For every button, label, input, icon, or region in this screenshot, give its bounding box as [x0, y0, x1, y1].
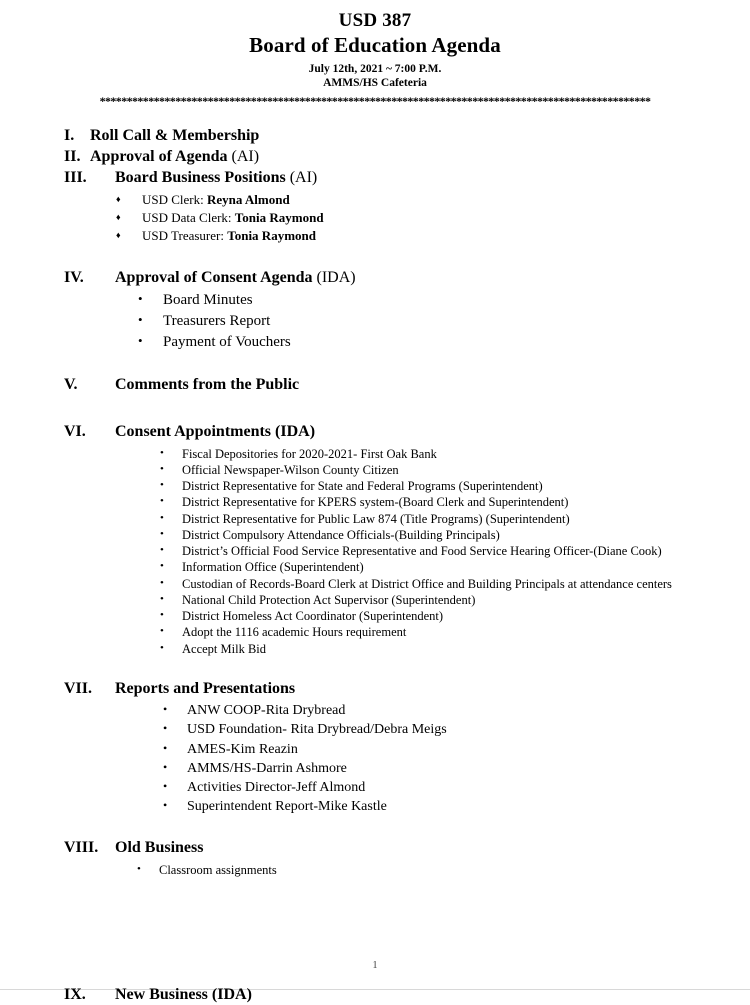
- list-item: [138, 290, 750, 311]
- spacer: [0, 395, 750, 421]
- round-bullet-icon: •: [160, 592, 164, 605]
- list-item-text: ANW COOP-Rita Drybread: [187, 703, 346, 719]
- list-item-text: Board Minutes: [163, 292, 253, 309]
- list-item: [116, 227, 750, 245]
- list-item-text: Official Newspaper-Wilson County Citizen: [182, 462, 399, 477]
- list-item: [163, 701, 750, 720]
- page-number: 1: [372, 960, 378, 971]
- reports-list: [0, 701, 750, 816]
- list-item: [163, 759, 750, 778]
- list-item-text: District Representative for KPERS system-(Board Clerk and Superintendent): [182, 495, 569, 510]
- position-holder: Tonia Raymond: [234, 210, 324, 226]
- list-item-text: [142, 209, 750, 227]
- position-label: USD Treasurer:: [142, 228, 228, 244]
- section-consent-appointments: [0, 421, 750, 442]
- section-title: Old Business: [115, 839, 204, 857]
- section-new-business: [0, 984, 750, 1005]
- list-item-text: Activities Director-Jeff Almond: [187, 779, 366, 795]
- round-bullet-icon: •: [163, 778, 168, 793]
- list-item-text: District Homeless Act Coordinator (Superintendent): [182, 609, 444, 624]
- list-item-text: Treasurers Report: [163, 313, 271, 330]
- section-numeral: VIII.: [64, 839, 99, 857]
- section-board-business-positions: [0, 167, 750, 188]
- section-numeral: IX.: [64, 985, 86, 1003]
- list-item: [116, 209, 750, 227]
- list-item-text: Accept Milk Bid: [182, 641, 267, 656]
- list-item: [163, 797, 750, 816]
- round-bullet-icon: •: [160, 576, 164, 589]
- list-item: [163, 740, 750, 759]
- list-item-text: Custodian of Records-Board Clerk at District Office and Building Principals at attendance centers: [182, 576, 672, 591]
- section-numeral: VII.: [64, 679, 93, 697]
- list-item: [137, 862, 750, 878]
- round-bullet-icon: •: [138, 291, 143, 307]
- list-item: [160, 478, 750, 494]
- section-title: Roll Call & Membership: [90, 126, 260, 144]
- round-bullet-icon: •: [160, 625, 164, 638]
- spacer: [0, 657, 750, 678]
- section-title-wrap: [90, 146, 259, 167]
- spacer: [0, 816, 750, 837]
- list-item: [160, 527, 750, 543]
- diamond-bullet-icon: ♦: [116, 230, 121, 241]
- list-item-text: District Representative for Public Law 874 (Title Programs) (Superintendent): [182, 511, 570, 526]
- list-item: [163, 778, 750, 797]
- round-bullet-icon: •: [163, 721, 168, 736]
- section-numeral: V.: [64, 376, 78, 394]
- section-numeral: IV.: [64, 268, 84, 286]
- round-bullet-icon: •: [163, 798, 168, 813]
- organization-title: USD 387: [338, 10, 412, 31]
- old-business-list: [0, 862, 750, 878]
- section-title: Reports and Presentations: [115, 679, 296, 697]
- section-title: Comments from the Public: [115, 376, 300, 394]
- round-bullet-icon: •: [138, 312, 143, 328]
- section-numeral: II.: [64, 148, 81, 166]
- round-bullet-icon: •: [160, 462, 164, 475]
- list-item-text: Adopt the 1116 academic Hours requirement: [182, 625, 407, 640]
- section-action-code: (IDA): [316, 268, 356, 286]
- list-item-text: [142, 191, 750, 209]
- round-bullet-icon: •: [163, 759, 168, 774]
- list-item: [160, 624, 750, 640]
- document-header: [0, 0, 750, 91]
- list-item: [160, 641, 750, 657]
- list-item: [138, 332, 750, 353]
- diamond-bullet-icon: ♦: [116, 193, 121, 204]
- section-action-code: (AI): [289, 169, 318, 187]
- consent-agenda-list: [0, 290, 750, 353]
- section-approval-of-agenda: [0, 146, 750, 167]
- section-title: New Business (IDA): [115, 985, 252, 1003]
- list-item-text: Superintendent Report-Mike Kastle: [187, 799, 387, 815]
- round-bullet-icon: •: [138, 333, 143, 349]
- position-holder: Reyna Almond: [207, 191, 290, 207]
- section-title: Approval of Agenda: [90, 148, 232, 166]
- page-title: Board of Education Agenda: [249, 33, 501, 58]
- position-label: USD Clerk:: [142, 191, 207, 207]
- list-item: [160, 576, 750, 592]
- round-bullet-icon: •: [137, 862, 141, 875]
- list-item-text: District’s Official Food Service Representative and Food Service Hearing Officer-(Diane Cook): [182, 544, 662, 559]
- list-item: [160, 559, 750, 575]
- list-item: [160, 462, 750, 478]
- section-comments-from-the-public: [0, 374, 750, 395]
- spacer: [0, 353, 750, 374]
- list-item-text: Payment of Vouchers: [163, 334, 291, 351]
- agenda-body: [0, 125, 750, 1005]
- section-roll-call: [0, 125, 750, 146]
- section-numeral: III.: [64, 169, 87, 187]
- section-reports-and-presentations: [0, 678, 750, 699]
- section-title: Board Business Positions: [115, 169, 290, 187]
- meeting-venue: AMMS/HS Cafeteria: [323, 77, 427, 90]
- section-title-wrap: [115, 167, 317, 188]
- round-bullet-icon: •: [160, 479, 164, 492]
- list-item: [160, 494, 750, 510]
- round-bullet-icon: •: [160, 511, 164, 524]
- list-item-text: Fiscal Depositories for 2020-2021- First Oak Bank: [182, 446, 437, 461]
- list-item-text: Classroom assignments: [159, 862, 277, 877]
- section-numeral: VI.: [64, 423, 86, 441]
- list-item: [163, 720, 750, 739]
- list-item: [160, 543, 750, 559]
- round-bullet-icon: •: [160, 609, 164, 622]
- round-bullet-icon: •: [160, 495, 164, 508]
- section-title: Consent Appointments (IDA): [115, 423, 316, 441]
- round-bullet-icon: •: [160, 641, 164, 654]
- section-numeral: I.: [64, 126, 75, 144]
- list-item: [116, 191, 750, 209]
- meeting-datetime: July 12th, 2021 ~ 7:00 P.M.: [308, 63, 442, 76]
- section-title-wrap: [115, 267, 356, 288]
- position-holder: Tonia Raymond: [227, 228, 316, 244]
- list-item: [160, 592, 750, 608]
- round-bullet-icon: •: [160, 446, 164, 459]
- list-item-text: National Child Protection Act Supervisor (Superintendent): [182, 592, 476, 607]
- spacer: [0, 246, 750, 267]
- board-positions-list: [0, 191, 750, 246]
- list-item: [138, 311, 750, 332]
- consent-appointments-list: [0, 446, 750, 657]
- section-old-business: [0, 837, 750, 858]
- list-item-text: District Representative for State and Federal Programs (Superintendent): [182, 479, 543, 494]
- round-bullet-icon: •: [163, 702, 168, 717]
- list-item: [160, 511, 750, 527]
- round-bullet-icon: •: [163, 740, 168, 755]
- list-item-text: AMES-Kim Reazin: [187, 741, 298, 757]
- asterisk-divider: ******************************************************************************************************: [99, 94, 651, 108]
- round-bullet-icon: •: [160, 527, 164, 540]
- list-item-text: USD Foundation- Rita Drybread/Debra Meigs: [187, 722, 447, 738]
- round-bullet-icon: •: [160, 544, 164, 557]
- position-label: USD Data Clerk:: [142, 210, 235, 226]
- list-item-text: Information Office (Superintendent): [182, 560, 364, 575]
- section-approval-of-consent-agenda: [0, 267, 750, 288]
- section-title: Approval of Consent Agenda: [115, 268, 317, 286]
- list-item-text: [142, 227, 750, 245]
- list-item-text: District Compulsory Attendance Officials-(Building Principals): [182, 527, 500, 542]
- list-item-text: AMMS/HS-Darrin Ashmore: [187, 760, 347, 776]
- list-item: [160, 446, 750, 462]
- diamond-bullet-icon: ♦: [116, 212, 121, 223]
- section-action-code: (AI): [231, 148, 260, 166]
- list-item: [160, 608, 750, 624]
- round-bullet-icon: •: [160, 560, 164, 573]
